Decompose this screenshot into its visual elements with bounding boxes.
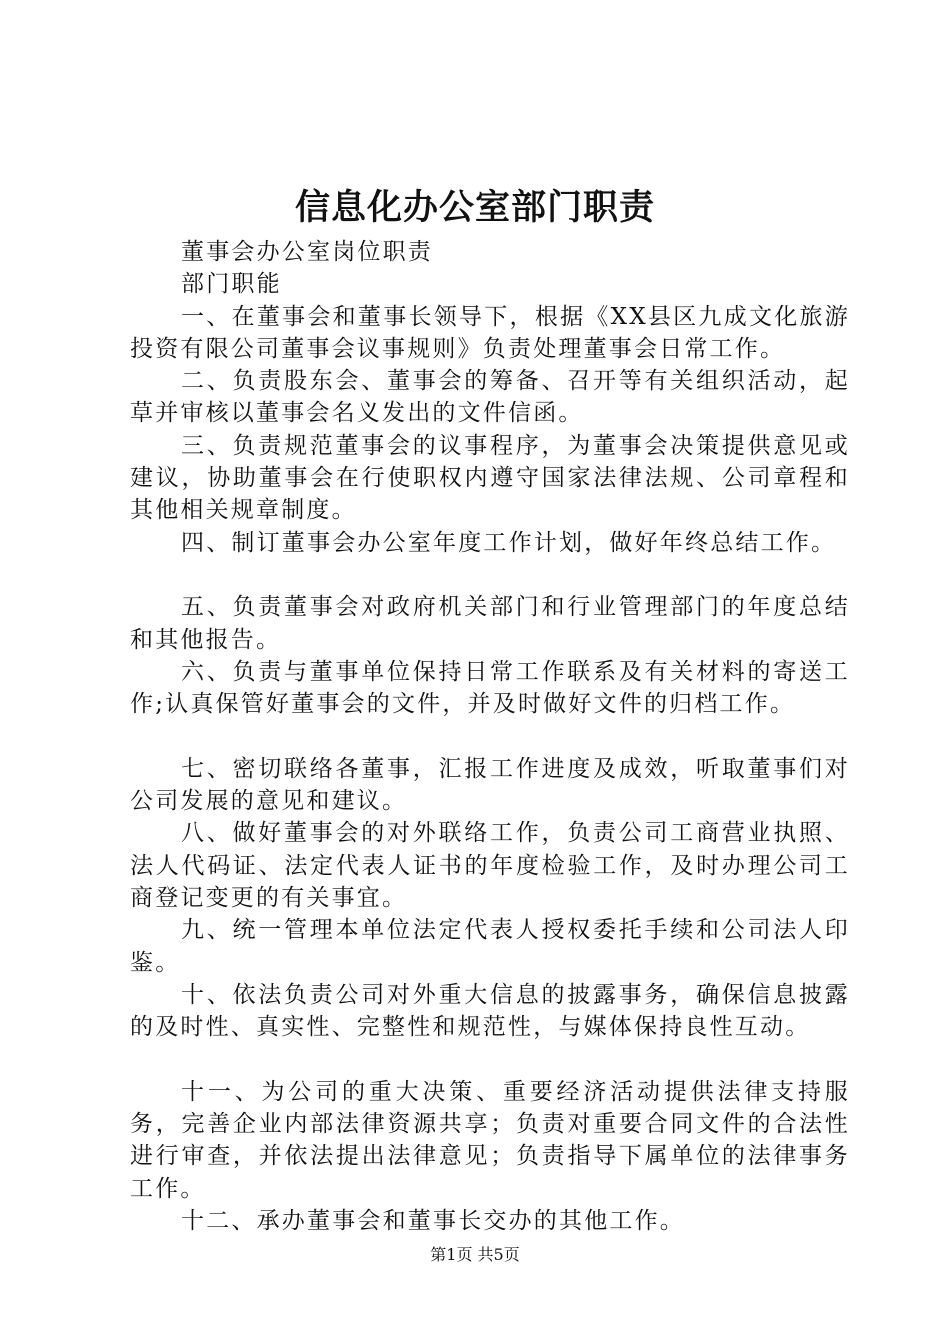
document-body xyxy=(130,236,850,1237)
paragraph-duty-3: 三、负责规范董事会的议事程序，为董事会决策提供意见或建议，协助董事会在行使职权内遵守国家法律法规、公司章程和其他相关规章制度。 xyxy=(130,432,850,524)
paragraph-duty-6: 六、负责与董事单位保持日常工作联系及有关材料的寄送工作;认真保管好董事会的文件，并及时做好文件的归档工作。 xyxy=(130,658,850,718)
paragraph-duty-4: 四、制订董事会办公室年度工作计划，做好年终总结工作。 xyxy=(181,529,837,556)
paragraph-section-heading: 董事会办公室岗位职责 xyxy=(181,239,433,265)
page-footer: 第1页 共5页 xyxy=(430,1245,520,1264)
paragraph-duty-5: 五、负责董事会对政府机关部门和行业管理部门的年度总结和其他报告。 xyxy=(130,594,850,653)
paragraph-duty-2: 二、负责股东会、董事会的筹备、召开等有关组织活动，起草并审核以董事会名义发出的文件信函。 xyxy=(130,368,850,427)
paragraph-duty-8: 八、做好董事会的对外联络工作，负责公司工商营业执照、法人代码证、法定代表人证书的年度检验工作，及时办理公司工商登记变更的有关事宜。 xyxy=(130,820,850,911)
document-title: 信息化办公室部门职责 xyxy=(294,188,655,228)
paragraph-duty-7: 七、密切联络各董事，汇报工作进度及成效，听取董事们对公司发展的意见和建议。 xyxy=(130,755,850,815)
paragraph-duty-10: 十、依法负责公司对外重大信息的披露事务，确保信息披露的及时性、真实性、完整性和规范性，与媒体保持良性互动。 xyxy=(130,981,850,1041)
paragraph-duty-1: 一、在董事会和董事长领导下，根据《XX县区九成文化旅游投资有限公司董事会议事规则》负责处理董事会日常工作。 xyxy=(130,303,850,362)
paragraph-duty-9: 九、统一管理本单位法定代表人授权委托手续和公司法人印鉴。 xyxy=(130,917,850,976)
paragraph-subheading: 部门职能 xyxy=(181,271,282,298)
paragraph-duty-12: 十二、承办董事会和董事长交办的其他工作。 xyxy=(181,1207,685,1234)
paragraph-duty-11: 十一、为公司的重大决策、重要经济活动提供法律支持服务，完善企业内部法律资源共享；负责对重要合同文件的合法性进行审查，并依法提出法律意见；负责指导下属单位的法律事务工作。 xyxy=(130,1078,850,1202)
